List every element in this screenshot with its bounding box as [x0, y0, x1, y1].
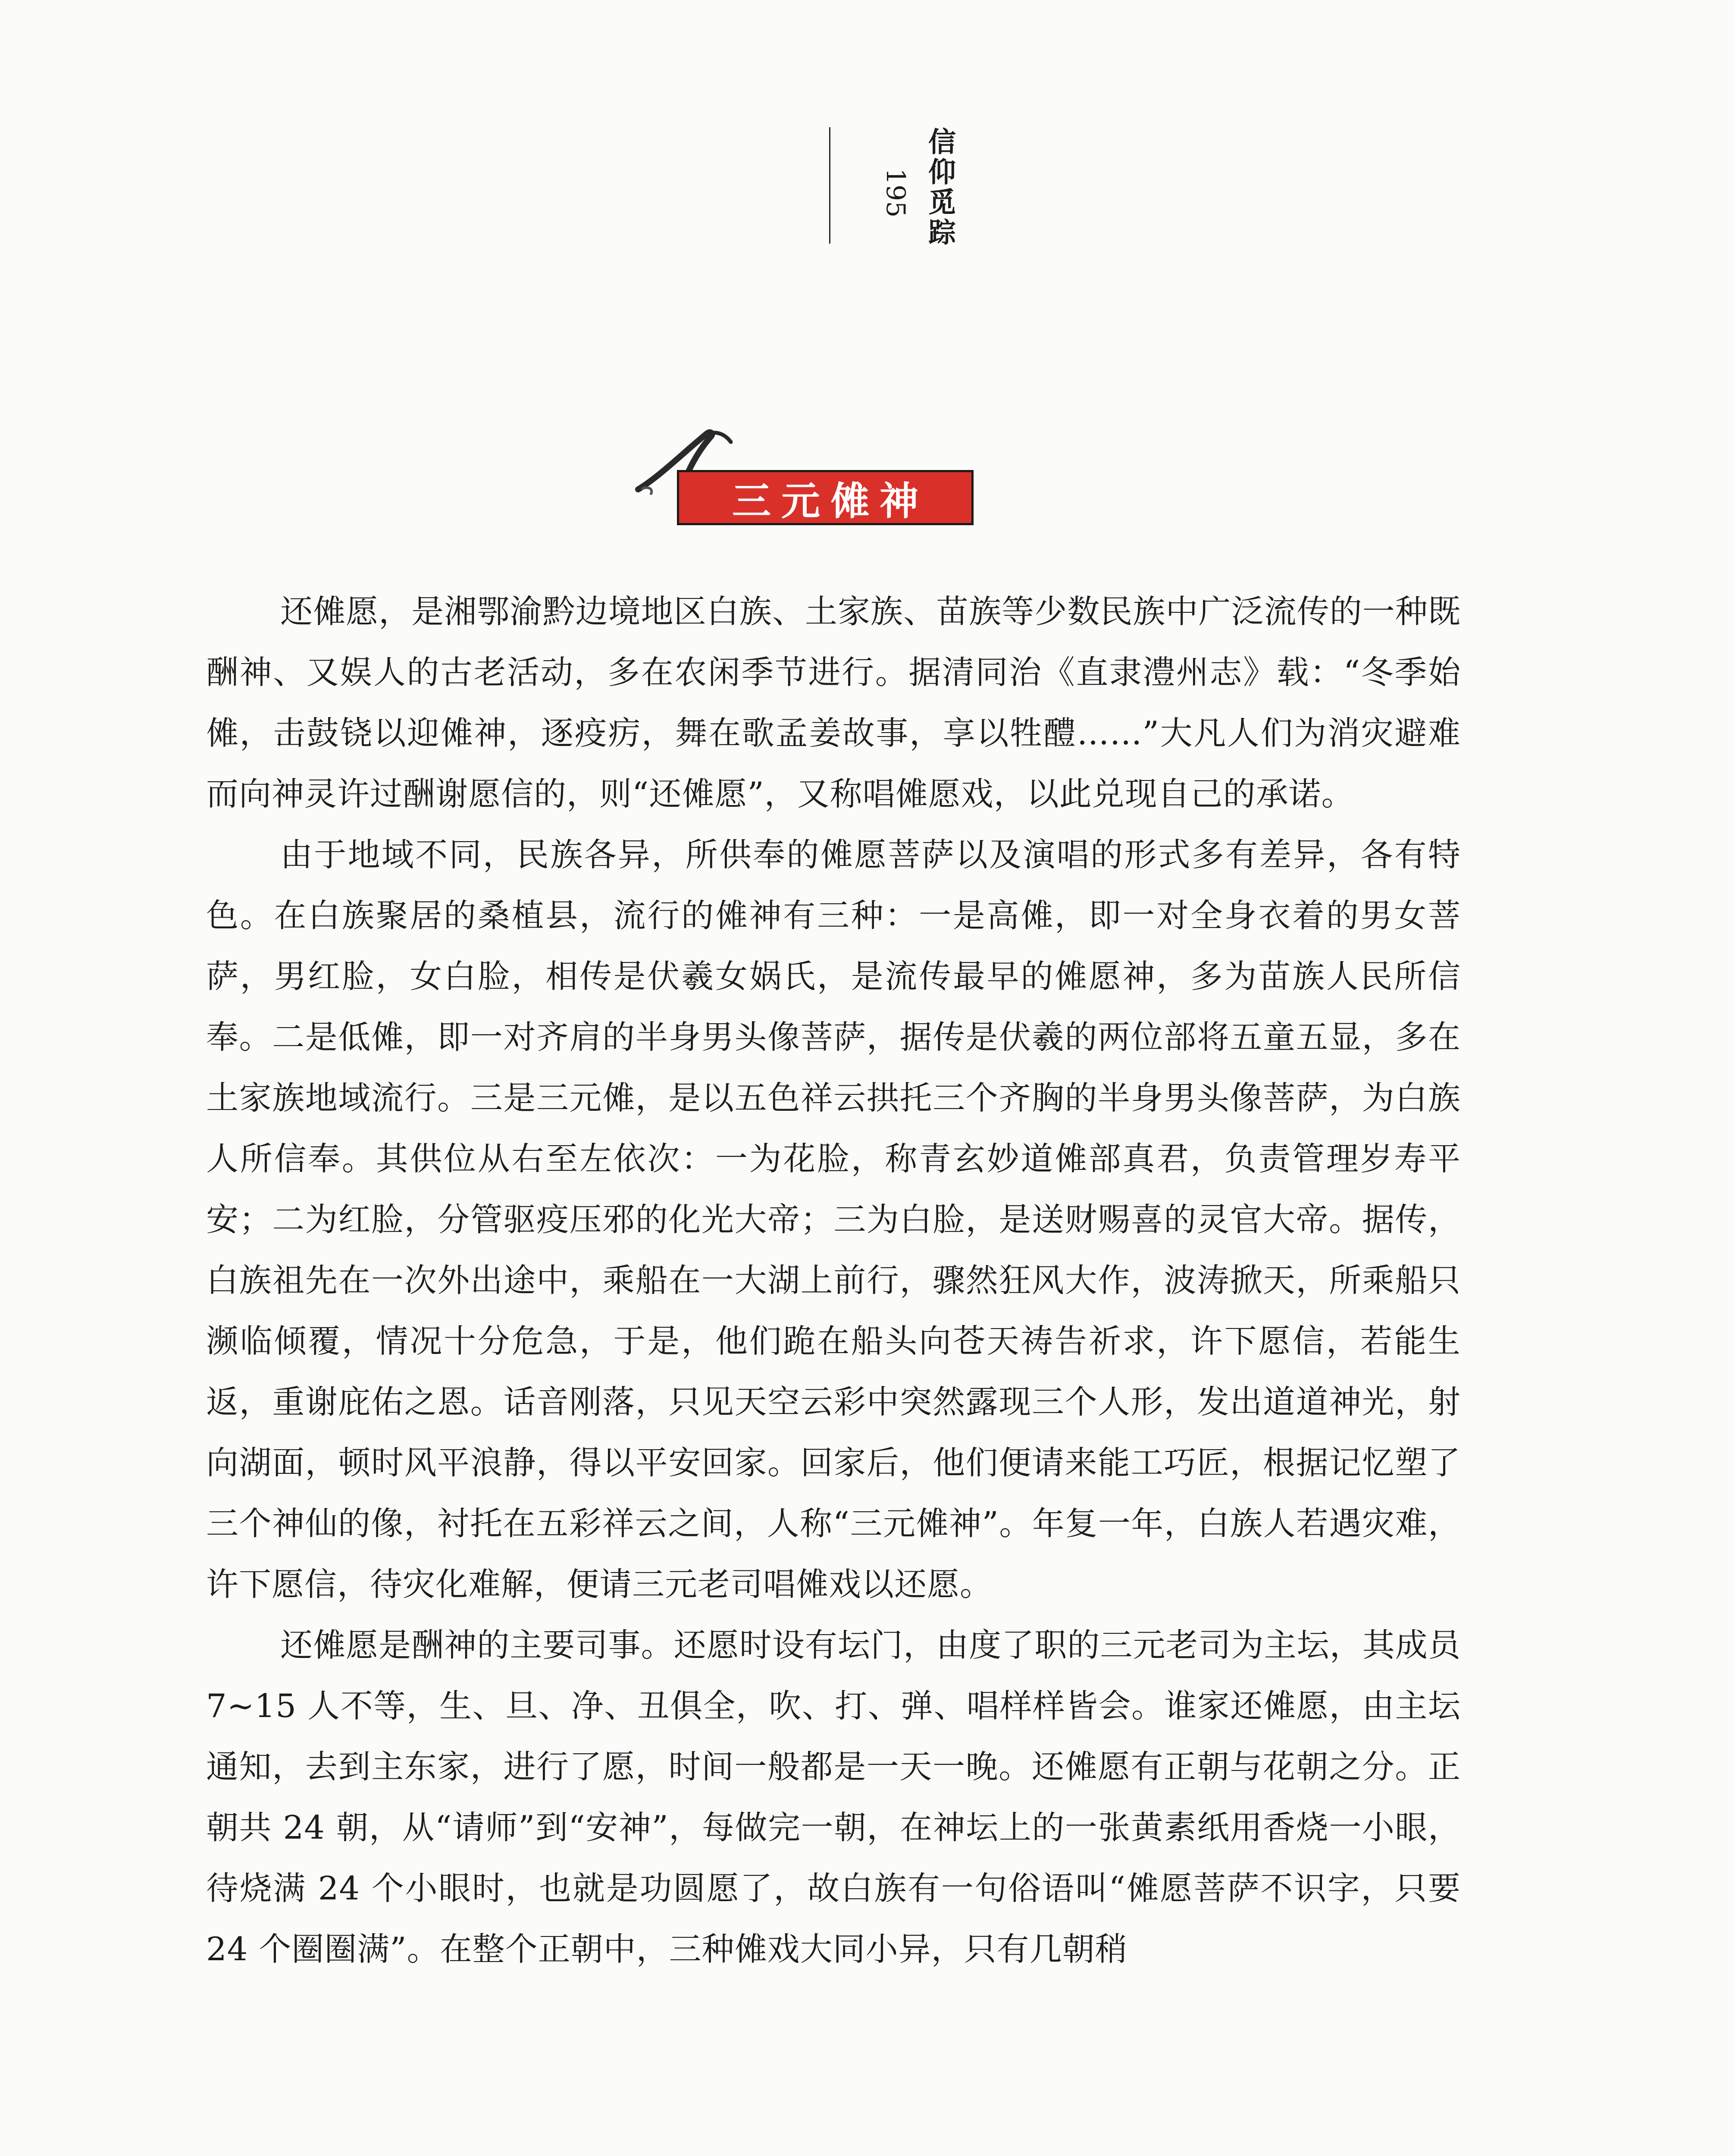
section-title-box	[677, 470, 974, 525]
section-banner	[634, 425, 987, 533]
paragraph: 由于地域不同，民族各异，所供奉的傩愿菩萨以及演唱的形式多有差异，各有特色。在白族聚居的桑植县，流行的傩神有三种：一是高傩，即一对全身衣着的男女菩萨，男红脸，女白脸，相传是伏羲女娲氏，是流传最早的傩愿神，多为苗族人民所信奉。二是低傩，即一对齐肩的半身男头像菩萨，据传是伏羲的两位部将五童五显，多在土家族地域流行。三是三元傩，是以五色祥云拱托三个齐胸的半身男头像菩萨，为白族人所信奉。其供位从右至左依次：一为花脸，称青玄妙道傩部真君，负责管理岁寿平安；二为红脸，分管驱疫压邪的化光大帝；三为白脸，是送财赐喜的灵官大帝。据传，白族祖先在一次外出途中，乘船在一大湖上前行，骤然狂风大作，波涛掀天，所乘船只濒临倾覆，情况十分危急，于是，他们跪在船头向苍天祷告祈求，许下愿信，若能生返，重谢庇佑之恩。话音刚落，只见天空云彩中突然露现三个人形，发出道道神光，射向湖面，顿时风平浪静，得以平安回家。回家后，他们便请来能工巧匠，根据记忆塑了三个神仙的像，衬托在五彩祥云之间，人称“三元傩神”。年复一年，白族人若遇灾难，许下愿信，待灾化难解，便请三元老司唱傩戏以还愿。	[206, 836, 1461, 1603]
page-number: 195	[880, 168, 911, 218]
paragraph: 还傩愿，是湘鄂渝黔边境地区白族、土家族、苗族等少数民族中广泛流传的一种既酬神、又娱人的古老活动，多在农闲季节进行。据清同治《直隶澧州志》载：“冬季始傩，击鼓铙以迎傩神，逐疫疠，舞在歌孟姜故事，享以牲醴……”大凡人们为消灾避难而向神灵许过酬谢愿信的，则“还傩愿”，又称唱傩愿戏，以此兑现自己的承诺。	[206, 592, 1461, 813]
paragraph: 还傩愿是酬神的主要司事。还愿时设有坛门，由度了职的三元老司为主坛，其成员 7~15 人不等，生、旦、净、丑俱全，吹、打、弹、唱样样皆会。谁家还傩愿，由主坛通知，去到主东家，进行了愿，时间一般都是一天一晚。还傩愿有正朝与花朝之分。正朝共 24 朝，从“请师”到“安神”，每做完一朝，在神坛上的一张黄素纸用香烧一小眼，待烧满 24 个小眼时，也就是功圆愿了，故白族有一句俗语叫“傩愿菩萨不识字，只要 24 个圈圈满”。在整个正朝中，三种傩戏大同小异，只有几朝稍	[206, 1626, 1461, 1968]
running-header-title: 信仰觅踪	[924, 127, 956, 248]
running-header	[800, 127, 956, 248]
section-title: 三元傩神	[732, 479, 929, 524]
article-body	[206, 581, 1461, 1980]
